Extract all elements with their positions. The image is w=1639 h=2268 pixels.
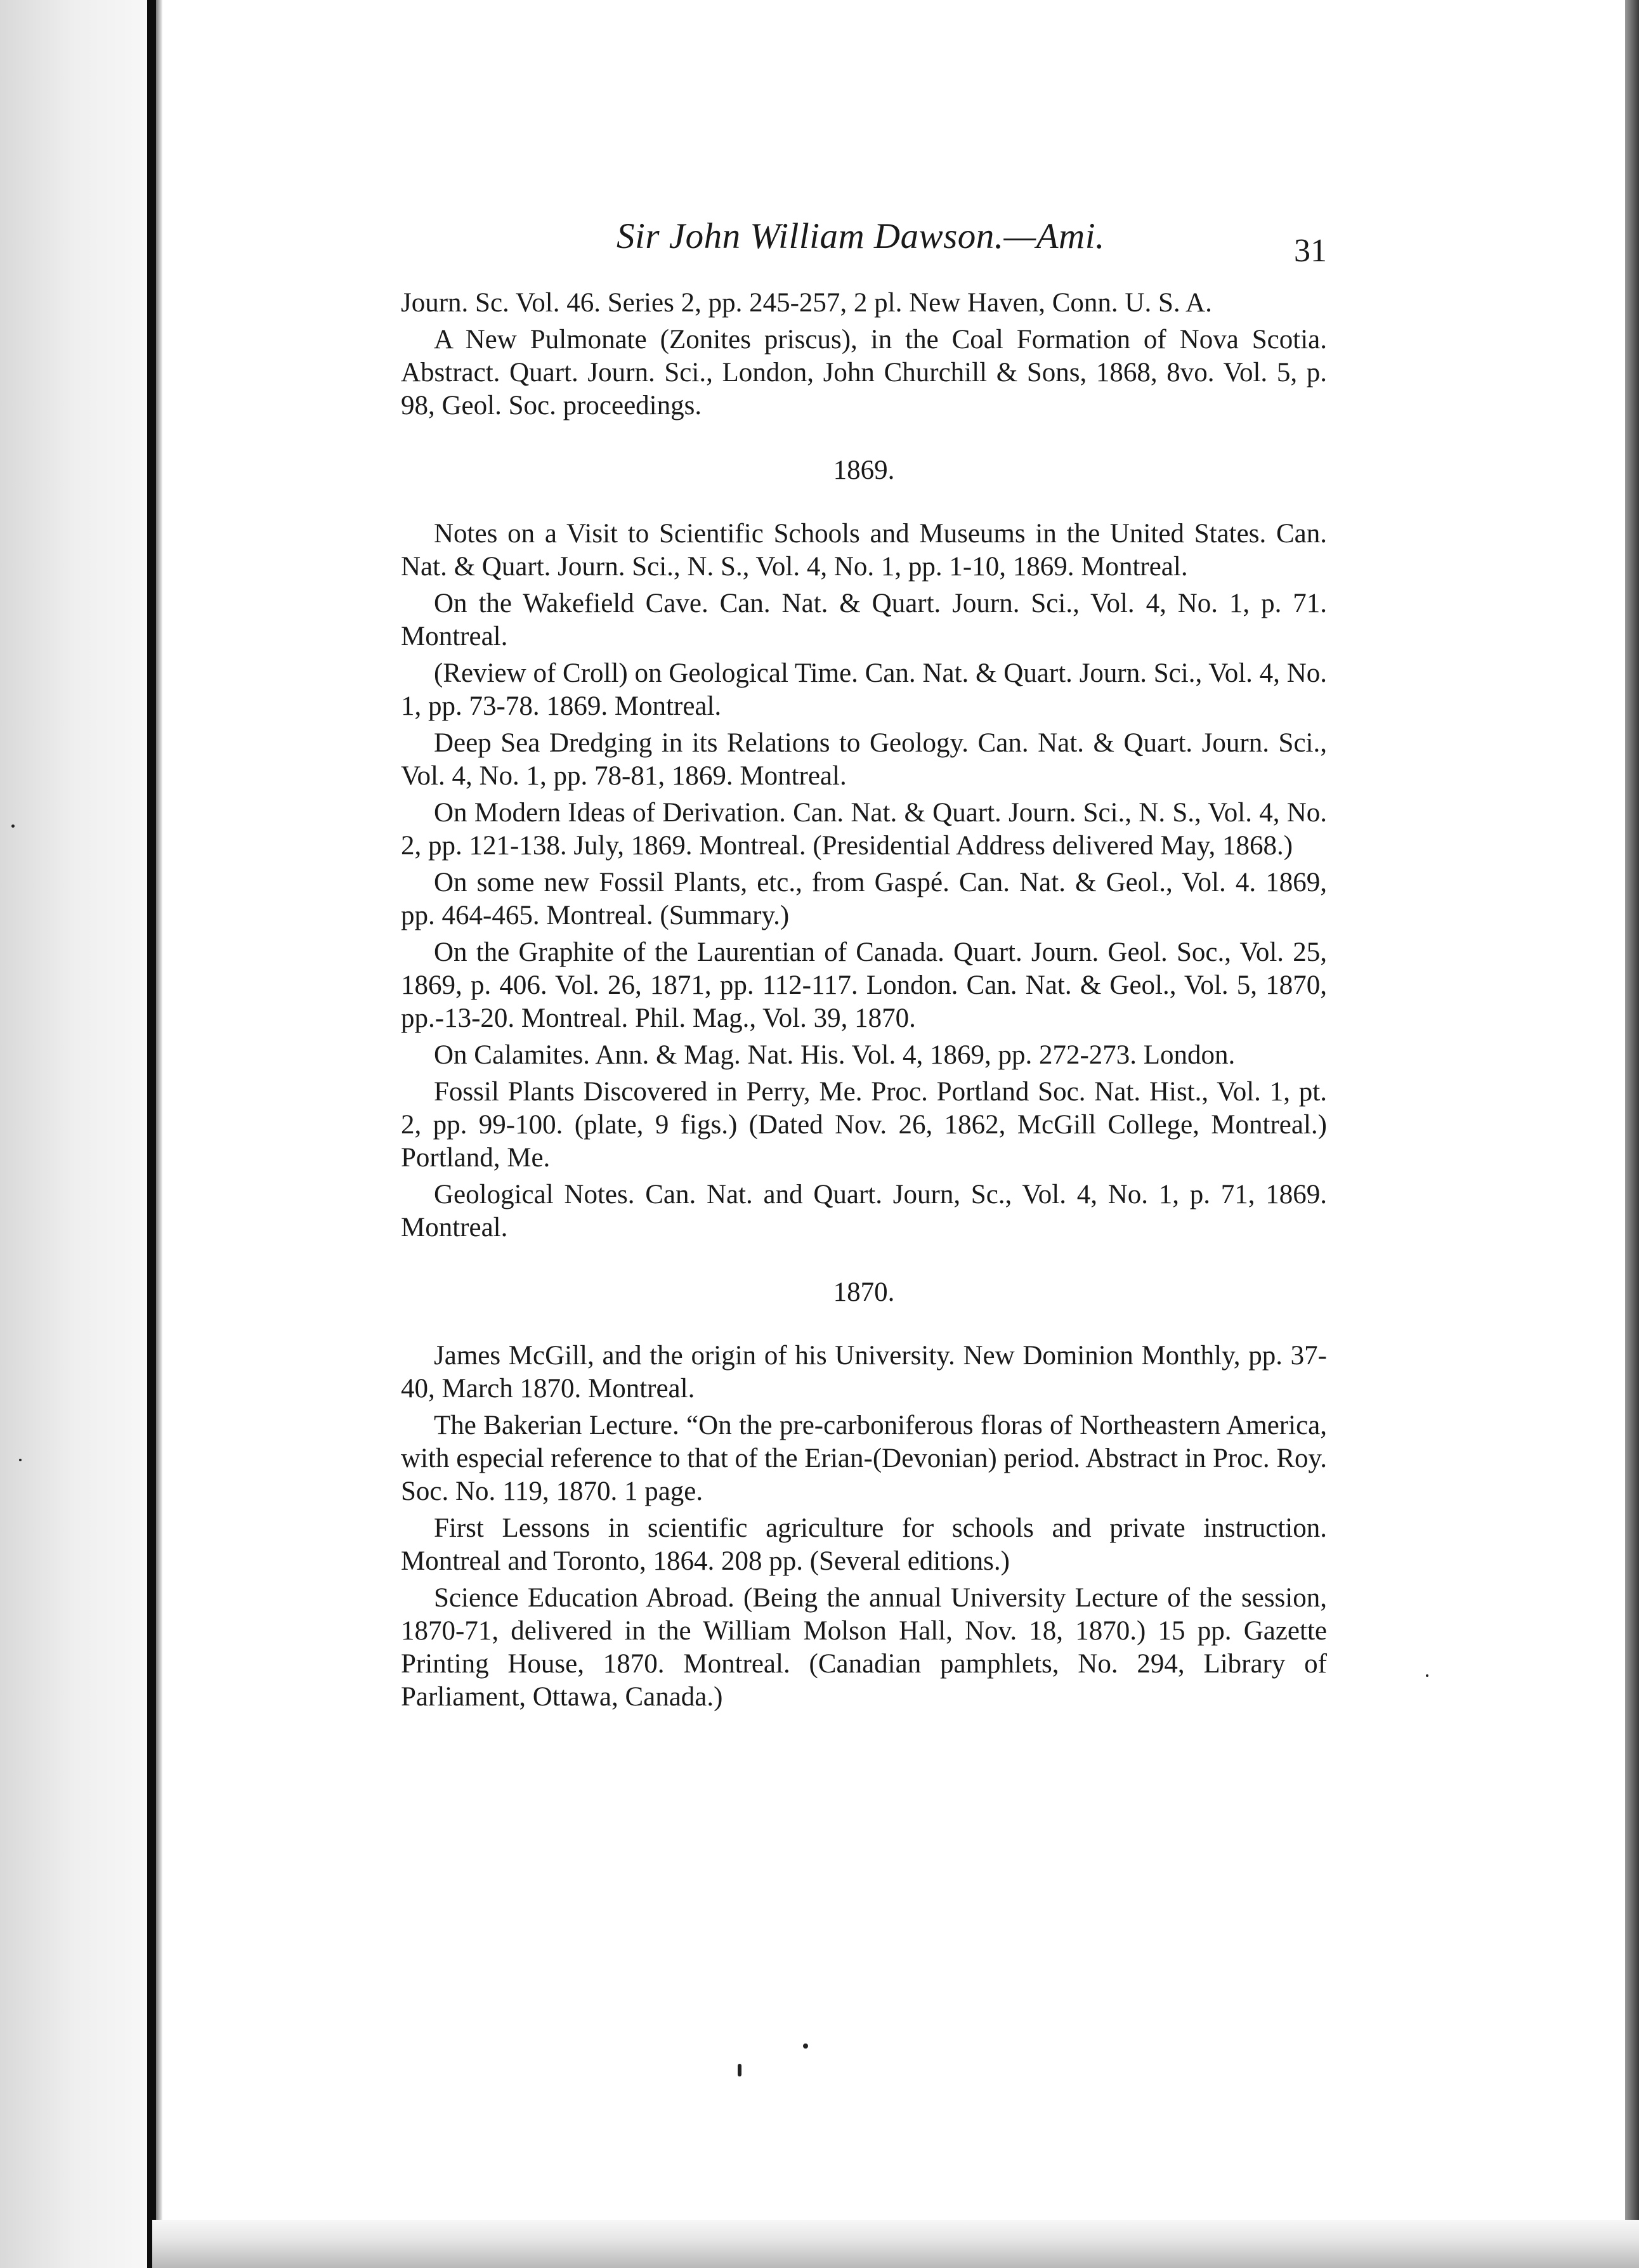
- bibliography-entry: On Modern Ideas of Derivation. Can. Nat. & Quart. Journ. Sci., N. S., Vol. 4, No. 2, pp. 121-138. July, 1869. Montreal. (Presidential Address delivered May, 1868.): [401, 798, 1327, 861]
- year-heading-1870: 1870.: [833, 1277, 895, 1307]
- bibliography-entry: The Bakerian Lecture. “On the pre-carboniferous floras of Northeastern America, with especial reference to that of the Erian-(Devonian) period. Abstract in Proc. Roy. Soc. No. 119, 1870. 1 page.: [401, 1411, 1327, 1506]
- bibliography-entry: First Lessons in scientific agriculture for schools and private instruction. Montreal and Toronto, 1864. 208 pp. (Several editions.): [401, 1513, 1327, 1576]
- year-heading-1869: 1869.: [833, 455, 895, 485]
- bibliography-entry: (Review of Croll) on Geological Time. Can. Nat. & Quart. Journ. Sci., Vol. 4, No. 1, pp. 73-78. 1869. Montreal.: [401, 658, 1327, 721]
- bibliography-entry: Geological Notes. Can. Nat. and Quart. Journ, Sc., Vol. 4, No. 1, p. 71, 1869. Montreal.: [401, 1180, 1327, 1242]
- bibliography-entry: On Calamites. Ann. & Mag. Nat. His. Vol. 4, 1869, pp. 272-273. London.: [434, 1040, 1236, 1070]
- scan-speck: [11, 824, 15, 828]
- page-number: 31: [1294, 233, 1327, 269]
- page-gutter-shadow: [0, 0, 152, 2268]
- bibliography-entry: Science Education Abroad. (Being the annual University Lecture of the session, 1870-71, delivered in the William Molson Hall, Nov. 18, 1870.) 15 pp. Gazette Printing House, 1870. Montreal. (Canadian pamphlets, No. 294, Library of Parliament, Ottawa, Canada.): [401, 1583, 1327, 1712]
- page-outer-edge: [1625, 0, 1639, 2268]
- scan-speck: [19, 1459, 22, 1461]
- bibliography-entry: Notes on a Visit to Scientific Schools and Museums in the United States. Can. Nat. & Quart. Journ. Sci., N. S., Vol. 4, No. 1, pp. 1-10, 1869. Montreal.: [401, 519, 1327, 582]
- bibliography-entry: On some new Fossil Plants, etc., from Gaspé. Can. Nat. & Geol., Vol. 4. 1869, pp. 464-465. Montreal. (Summary.): [401, 868, 1327, 930]
- bibliography-entry: On the Wakefield Cave. Can. Nat. & Quart. Journ. Sci., Vol. 4, No. 1, p. 71. Montreal.: [401, 589, 1327, 651]
- running-head-title: Sir John William Dawson.—Ami.: [617, 216, 1105, 256]
- bibliography-text: [401, 287, 1327, 1717]
- page-bottom-edge: [152, 2220, 1639, 2268]
- bibliography-entry: Deep Sea Dredging in its Relations to Geology. Can. Nat. & Quart. Journ. Sci., Vol. 4, No. 1, pp. 78-81, 1869. Montreal.: [401, 728, 1327, 791]
- bibliography-entry: Fossil Plants Discovered in Perry, Me. Proc. Portland Soc. Nat. Hist., Vol. 1, pt. 2, pp. 99-100. (plate, 9 figs.) (Dated Nov. 26, 1862, McGill College, Montreal.) Portland, Me.: [401, 1077, 1327, 1173]
- book-spine: [147, 0, 156, 2268]
- scan-speck: [738, 2064, 741, 2076]
- bibliography-entry: On the Graphite of the Laurentian of Canada. Quart. Journ. Geol. Soc., Vol. 25, 1869, p. 406. Vol. 26, 1871, pp. 112-117. London. Can. Nat. & Geol., Vol. 5, 1870, pp.-13-20. Montreal. Phil. Mag., Vol. 39, 1870.: [401, 937, 1327, 1033]
- bibliography-entry: James McGill, and the origin of his University. New Dominion Monthly, pp. 37-40, March 1870. Montreal.: [401, 1341, 1327, 1404]
- page-inner-edge: [156, 0, 162, 2268]
- scan-speck: [1426, 1674, 1428, 1677]
- bibliography-entry: A New Pulmonate (Zonites priscus), in the Coal Formation of Nova Scotia. Abstract. Quart. Journ. Sci., London, John Churchill & Sons, 1868, 8vo. Vol. 5, p. 98, Geol. Soc. proceedings.: [401, 325, 1327, 420]
- bibliography-entry: Journ. Sc. Vol. 46. Series 2, pp. 245-257, 2 pl. New Haven, Conn. U. S. A.: [401, 288, 1212, 318]
- scan-speck: [803, 2043, 808, 2049]
